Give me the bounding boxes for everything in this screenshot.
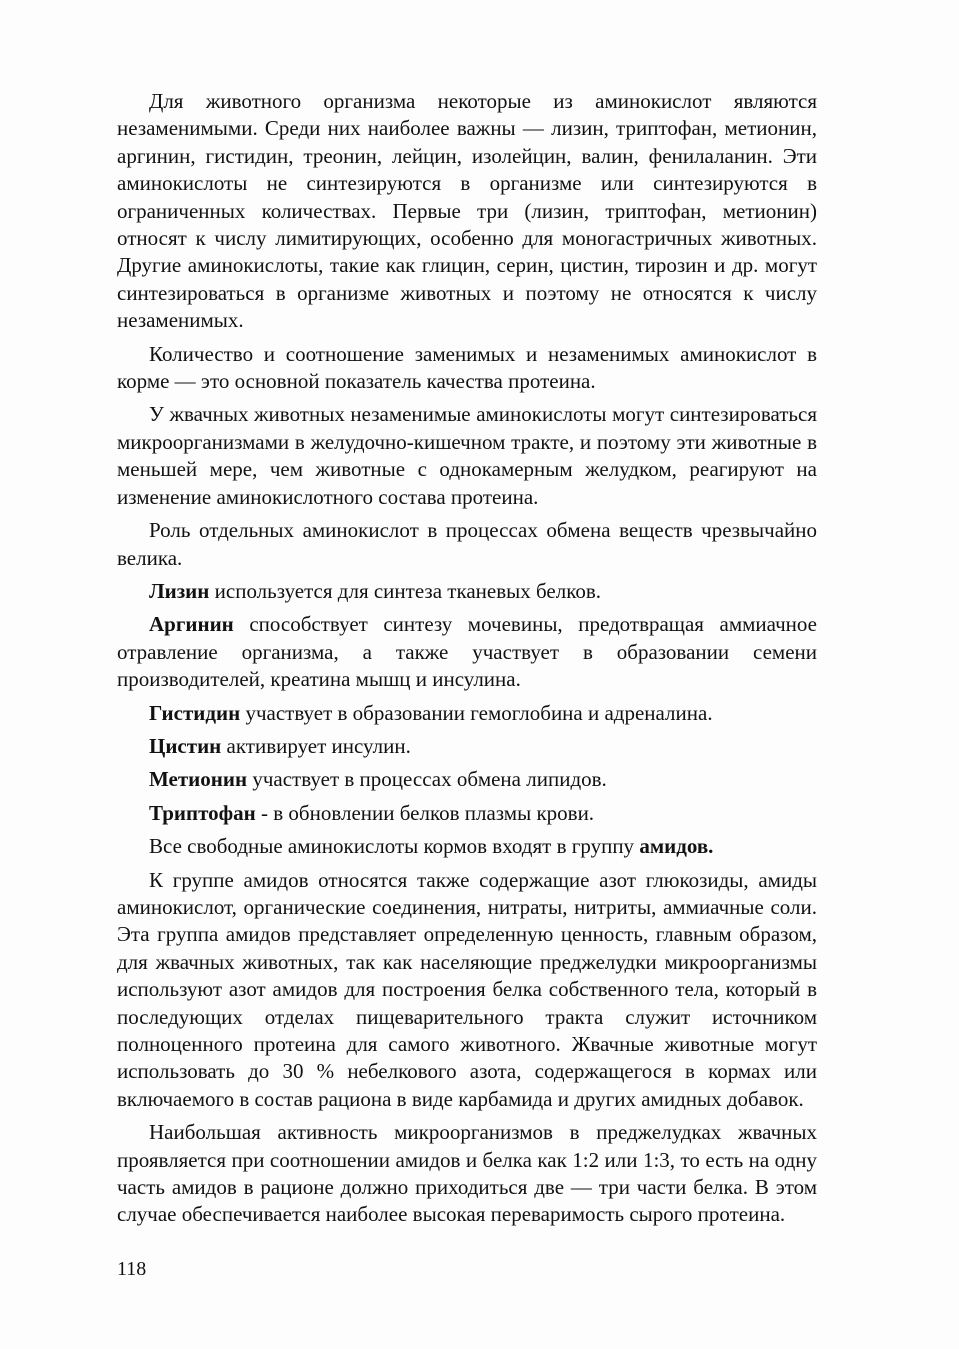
paragraph-amides-intro (117, 833, 817, 860)
term-arginine: Аргинин (149, 612, 234, 637)
amino-role-arginine (117, 611, 817, 693)
term-lysine: Лизин (149, 578, 210, 603)
amino-role-lysine (117, 578, 817, 605)
paragraph-microorganism-activity: Наибольшая активность микроорганизмов в преджелудках жвачных проявляется при соотношении амидов и белка как 1:2 или 1:3, то есть на одну часть амидов в рационе должно приходиться две — три части белка. В этом случае обеспечивается наиболее высокая переваримость сырого протеина. (117, 1120, 817, 1227)
amino-role-tryptophan (117, 800, 817, 827)
term-tryptophan: Триптофан (149, 800, 256, 825)
amino-role-methionine (117, 766, 817, 793)
term-methionine: Метионин (149, 767, 248, 792)
role-text-tryptophan: - в обновлении белков плазмы крови. (255, 800, 595, 825)
role-text-arginine: способствует синтезу мочевины, предотвращая аммиачное отравление организма, а также участвует в образовании семени производителей, креатина мышц и инсулина. (117, 612, 817, 692)
paragraph-ruminants: У жвачных животных незаменимые аминокислоты могут синтезироваться микроорганизмами в желудочно-кишечном тракте, и поэтому эти животные в меньшей мере, чем животные с однокамерным желудком, реагируют на изменение аминокислотного состава протеина. (117, 402, 817, 509)
amides-intro-text: Все свободные аминокислоты кормов входят в группу (149, 834, 640, 859)
paragraph-ratio: Количество и соотношение заменимых и незаменимых аминокислот в корме — это основной показатель качества протеина. (117, 341, 817, 394)
amino-role-cystine (117, 733, 817, 760)
main-text (117, 88, 817, 1235)
amino-role-histidine (117, 700, 817, 727)
term-histidine: Гистидин (149, 700, 241, 725)
role-text-methionine: участвует в процессах обмена липидов. (247, 767, 607, 792)
role-text-lysine: используется для синтеза тканевых белков. (209, 578, 601, 603)
paragraph-amides-group: К группе амидов относятся также содержащие азот глюкозиды, амиды аминокислот, органические соединения, нитраты, нитриты, аммиачные соли. Эта группа амидов представляет определенную ценность, главным образом, для жвачных животных, так как населяющие преджелудки микроорганизмы используют азот амидов для построения белка собственного тела, который в последующих отделах пищеварительного тракта служит источником полноценного протеина для самого животного. Жвачные животные могут использовать до 30 % небелкового азота, содержащегося в кормах или включаемого в состав рациона в виде карбамида и других амидных добавок. (117, 867, 817, 1111)
paragraph-essential-amino-acids: Для животного организма некоторые из аминокислот являются незаменимыми. Среди них наиболее важны — лизин, триптофан, метионин, аргинин, гистидин, треонин, лейцин, изолейцин, валин, фенилаланин. Эти аминокислоты не синтезируются в организме или синтезируются в ограниченных количествах. Первые три (лизин, триптофан, метионин) относят к числу лимитирующих, особенно для моногастричных животных. Другие аминокислоты, такие как глицин, серин, цистин, тирозин и др. могут синтезироваться в организме животных и поэтому не относятся к числу незаменимых. (117, 89, 817, 333)
paragraph-role: Роль отдельных аминокислот в процессах обмена веществ чрезвычайно велика. (117, 518, 817, 570)
term-amides: амидов. (639, 834, 714, 859)
role-text-cystine: активирует инсулин. (221, 733, 411, 758)
role-text-histidine: участвует в образовании гемоглобина и адреналина. (240, 700, 713, 725)
term-cystine: Цистин (149, 733, 222, 758)
page-number: 118 (117, 1258, 147, 1280)
